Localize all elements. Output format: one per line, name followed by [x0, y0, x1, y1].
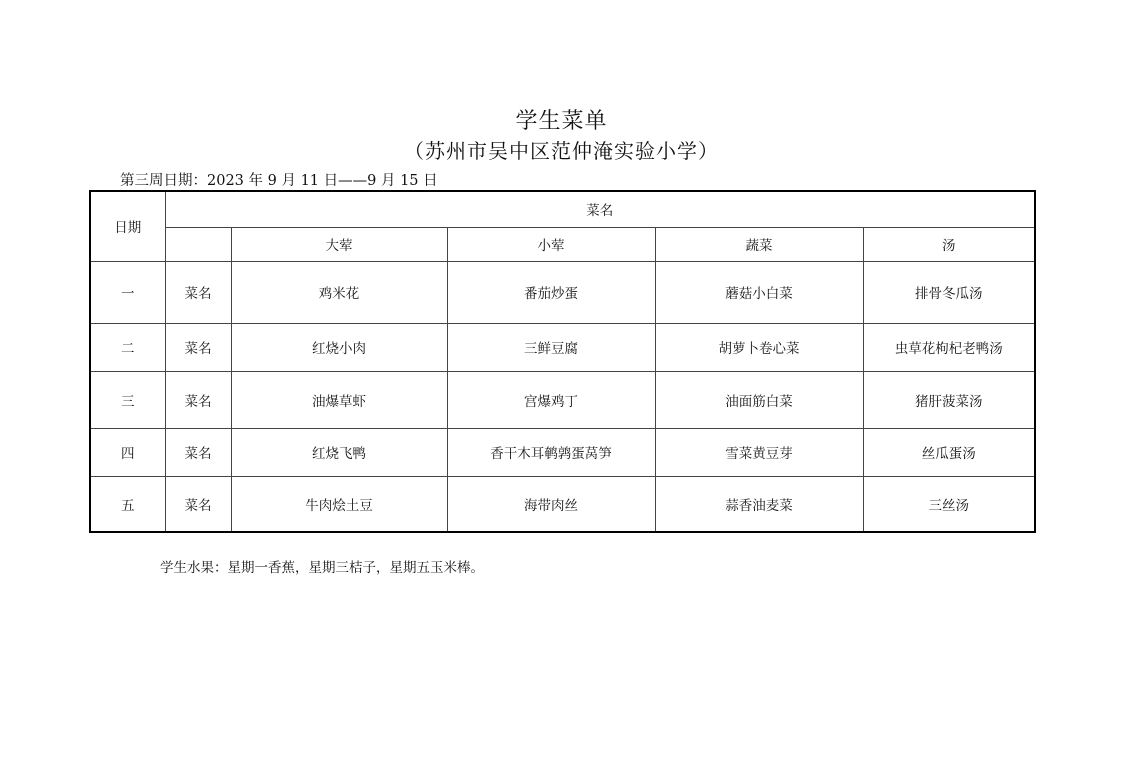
day-cell: 五 [90, 476, 165, 532]
column-header-vegetable: 蔬菜 [655, 227, 863, 261]
column-header-small-meat: 小荤 [447, 227, 655, 261]
vegetable-cell: 胡萝卜卷心菜 [655, 323, 863, 371]
row-label: 菜名 [165, 261, 231, 323]
small-meat-cell: 海带肉丝 [447, 476, 655, 532]
small-meat-cell: 宫爆鸡丁 [447, 371, 655, 428]
table-row [90, 261, 1035, 323]
vegetable-cell: 雪菜黄豆芽 [655, 428, 863, 476]
row-label: 菜名 [165, 428, 231, 476]
soup-cell: 虫草花枸杞老鸭汤 [863, 323, 1035, 371]
day-cell: 一 [90, 261, 165, 323]
day-cell: 三 [90, 371, 165, 428]
table-row [90, 476, 1035, 532]
menu-title: 学生菜单 [515, 109, 608, 134]
row-label: 菜名 [165, 371, 231, 428]
vegetable-cell: 蘑菇小白菜 [655, 261, 863, 323]
big-meat-cell: 红烧飞鸭 [231, 428, 447, 476]
column-header-soup: 汤 [863, 227, 1035, 261]
table-row [90, 428, 1035, 476]
table-row [90, 371, 1035, 428]
column-header-big-meat: 大荤 [231, 227, 447, 261]
row-label: 菜名 [165, 323, 231, 371]
vegetable-cell: 蒜香油麦菜 [655, 476, 863, 532]
school-subtitle: （苏州市吴中区范仲淹实验小学） [404, 139, 719, 163]
menu-table [89, 190, 1036, 533]
fruit-note: 学生水果：星期一香蕉，星期三桔子，星期五玉米棒。 [160, 560, 484, 576]
soup-cell: 排骨冬瓜汤 [863, 261, 1035, 323]
table-row [90, 323, 1035, 371]
small-meat-cell: 番茄炒蛋 [447, 261, 655, 323]
big-meat-cell: 牛肉烩土豆 [231, 476, 447, 532]
soup-cell: 丝瓜蛋汤 [863, 428, 1035, 476]
menu-header: 菜名 [165, 191, 1035, 227]
date-header: 日期 [90, 191, 165, 261]
small-meat-cell: 三鲜豆腐 [447, 323, 655, 371]
table-subheader-row [90, 227, 1035, 261]
soup-cell: 猪肝菠菜汤 [863, 371, 1035, 428]
vegetable-cell: 油面筋白菜 [655, 371, 863, 428]
small-meat-cell: 香干木耳鹌鹑蛋莴笋 [447, 428, 655, 476]
big-meat-cell: 油爆草虾 [231, 371, 447, 428]
day-cell: 二 [90, 323, 165, 371]
row-label: 菜名 [165, 476, 231, 532]
week-date-range: 第三周日期：2023 年 9 月 11 日——9 月 15 日 [120, 173, 438, 189]
big-meat-cell: 红烧小肉 [231, 323, 447, 371]
table-header-row [90, 191, 1035, 227]
soup-cell: 三丝汤 [863, 476, 1035, 532]
day-cell: 四 [90, 428, 165, 476]
big-meat-cell: 鸡米花 [231, 261, 447, 323]
label-column-header [165, 227, 231, 261]
